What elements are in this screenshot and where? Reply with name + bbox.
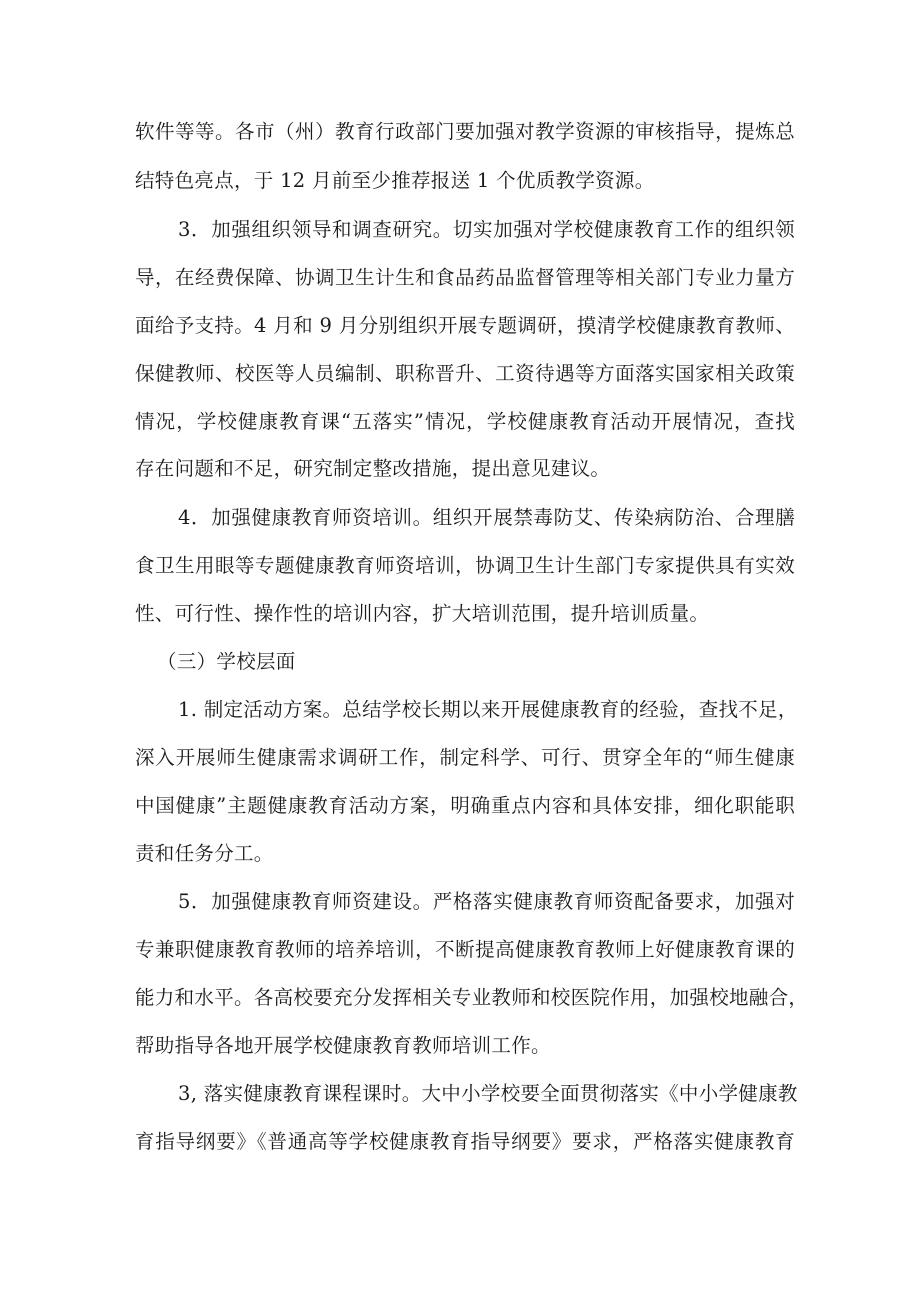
paragraph-line: 5．加强健康教育师资建设。严格落实健康教育师资配备要求，加强对 xyxy=(178,890,795,913)
paragraph-line: 3, 落实健康教育课程课时。大中小学校要全面贯彻落实《中小学健康教 xyxy=(178,1082,798,1105)
paragraph-line: 育指导纲要》《普通高等学校健康教育指导纲要》要求，严格落实健康教育 xyxy=(135,1130,795,1153)
paragraph-line: 面给予支持。4 月和 9 月分别组织开展专题调研，摸清学校健康教育教师、 xyxy=(135,314,795,337)
paragraph-line: 深入开展师生健康需求调研工作，制定科学、可行、贯穿全年的“师生健康 xyxy=(135,746,795,769)
paragraph-line: 1. 制定活动方案。总结学校长期以来开展健康教育的经验，查找不足， xyxy=(178,698,798,721)
paragraph-line: 存在问题和不足，研究制定整改措施，提出意见建议。 xyxy=(135,457,611,480)
paragraph-line: 食卫生用眼等专题健康教育师资培训，协调卫生计生部门专家提供具有实效 xyxy=(135,554,795,577)
paragraph-line: 情况，学校健康教育课“五落实”情况，学校健康教育活动开展情况，查找 xyxy=(135,410,795,433)
paragraph-line: 软件等等。各市（州）教育行政部门要加强对教学资源的审核指导，提炼总 xyxy=(135,120,795,143)
paragraph-line: 能力和水平。各高校要充分发挥相关专业教师和校医院作用，加强校地融合， xyxy=(135,986,809,1009)
paragraph-line: 性、可行性、操作性的培训内容，扩大培训范围，提升培训质量。 xyxy=(135,602,710,625)
paragraph-line: 结特色亮点，于 12 月前至少推荐报送 1 个优质教学资源。 xyxy=(135,169,655,192)
paragraph-line: 4．加强健康教育师资培训。组织开展禁毒防艾、传染病防治、合理膳 xyxy=(178,506,795,529)
paragraph-line: 责和任务分工。 xyxy=(135,842,274,865)
paragraph-line: 中国健康”主题健康教育活动方案，明确重点内容和具体安排，细化职能职 xyxy=(135,794,795,817)
paragraph-line: 保健教师、校医等人员编制、职称晋升、工资待遇等方面落实国家相关政策 xyxy=(135,362,795,385)
paragraph-line: 专兼职健康教育教师的培养培训，不断提高健康教育教师上好健康教育课的 xyxy=(135,938,795,961)
paragraph-line: 导，在经费保障、协调卫生计生和食品药品监督管理等相关部门专业力量方 xyxy=(135,266,795,289)
paragraph-line: 帮助指导各地开展学校健康教育教师培训工作。 xyxy=(135,1034,551,1057)
section-heading: （三）学校层面 xyxy=(157,650,296,673)
paragraph-line: 3．加强组织领导和调查研究。切实加强对学校健康教育工作的组织领 xyxy=(178,218,795,241)
